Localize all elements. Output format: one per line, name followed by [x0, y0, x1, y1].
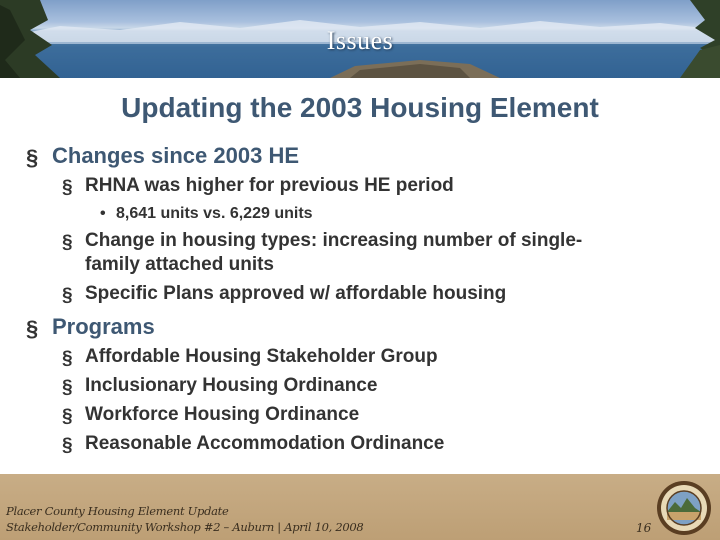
specific-plans-item: Specific Plans approved w/ affordable housing [85, 283, 507, 304]
footer-bar [0, 474, 720, 540]
housing-types-item-line1: Change in housing types: increasing number of single- [85, 230, 583, 251]
program-item: Reasonable Accommodation Ordinance [85, 433, 445, 454]
rhna-item: RHNA was higher for previous HE period [85, 175, 454, 196]
square-bullet: § [62, 435, 73, 456]
changes-heading: Changes since 2003 HE [52, 143, 300, 168]
county-seal-icon [656, 480, 712, 536]
banner-title: Issues [326, 26, 394, 55]
programs-heading: Programs [52, 314, 155, 339]
slide-title: Updating the 2003 Housing Element [121, 92, 599, 123]
square-bullet: § [62, 232, 73, 253]
header-banner [0, 0, 720, 78]
square-bullet: § [26, 145, 39, 170]
square-bullet: § [62, 285, 73, 306]
square-bullet: § [26, 316, 39, 341]
page-number: 16 [636, 521, 652, 535]
housing-types-item-line2: family attached units [85, 254, 274, 275]
program-item: Inclusionary Housing Ordinance [85, 375, 378, 396]
rhna-detail-item: 8,641 units vs. 6,229 units [116, 205, 313, 222]
square-bullet: § [62, 377, 73, 398]
square-bullet: § [62, 406, 73, 427]
footer-title: Placer County Housing Element Update [6, 504, 229, 518]
square-bullet: § [62, 348, 73, 369]
square-bullet: § [62, 177, 73, 198]
dot-bullet: • [100, 205, 106, 222]
program-item: Affordable Housing Stakeholder Group [85, 346, 438, 367]
program-item: Workforce Housing Ordinance [85, 404, 360, 425]
footer-event: Stakeholder/Community Workshop #2 – Auburn | April 10, 2008 [6, 520, 364, 534]
